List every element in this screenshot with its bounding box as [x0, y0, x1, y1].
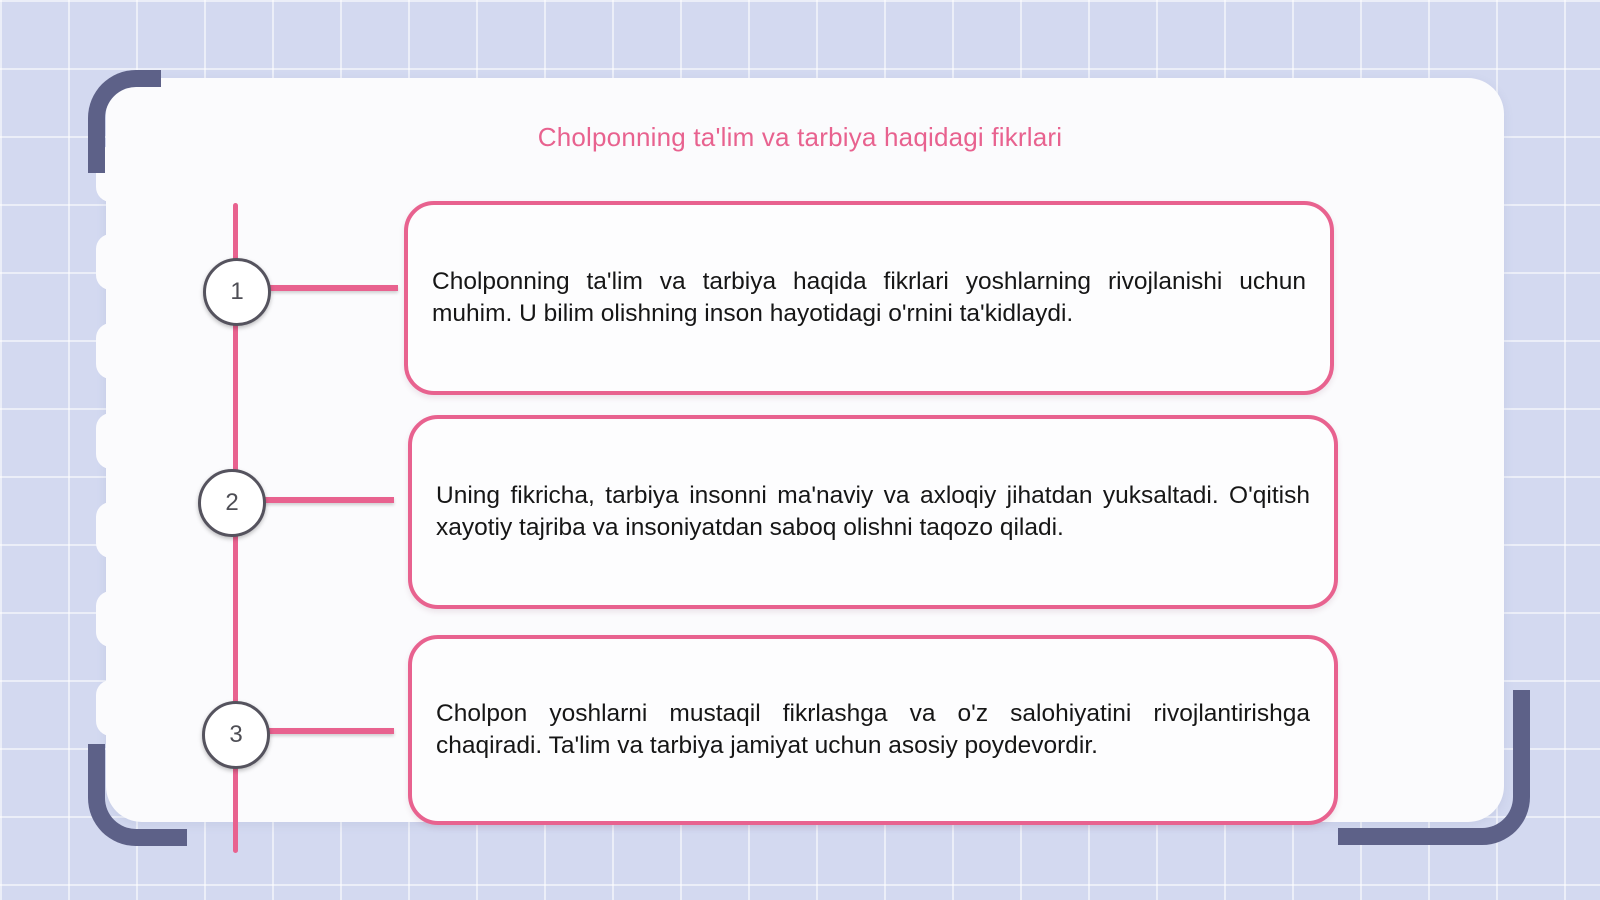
- timeline-number-2: 2: [198, 469, 266, 537]
- slide-title: Cholponning ta'lim va tarbiya haqidagi fikrlari: [537, 122, 1063, 152]
- frame-corner-bottom-left: [88, 744, 187, 846]
- binder-notch: [96, 234, 126, 290]
- binder-notch: [96, 680, 126, 736]
- timeline-card-3: [408, 635, 1338, 825]
- timeline-card-2: [408, 415, 1338, 609]
- timeline-number-3: 3: [202, 701, 270, 769]
- timeline-card-text: Uning fikricha, tarbiya insonni ma'naviy va axloqiy jihatdan yuksaltadi. O'qitish xayotiy tajriba va insoniyatdan saboq olishni taqozo qiladi.: [436, 482, 1310, 541]
- timeline-card-text: Cholponning ta'lim va tarbiya haqida fikrlari yoshlarning rivojlanishi uchun muhim. U bilim olishning inson hayotidagi o'rnini ta'kidlaydi.: [432, 268, 1306, 327]
- timeline-connector: [260, 497, 394, 503]
- frame-corner-bottom-right: [1338, 690, 1530, 845]
- binder-notch: [96, 323, 126, 379]
- timeline-card-text: Cholpon yoshlarni mustaqil fikrlashga va o'z salohiyatini rivojlantirishga chaqiradi. Ta'lim va tarbiya jamiyat uchun asosiy poydevordir.: [436, 700, 1310, 759]
- timeline-card-1: [404, 201, 1334, 395]
- timeline-connector: [264, 285, 398, 291]
- frame-corner-top-left: [88, 70, 161, 173]
- binder-notch: [96, 413, 126, 469]
- binder-notch: [96, 502, 126, 558]
- binder-notch: [96, 591, 126, 647]
- timeline-connector: [264, 728, 394, 734]
- timeline-number-1: 1: [203, 258, 271, 326]
